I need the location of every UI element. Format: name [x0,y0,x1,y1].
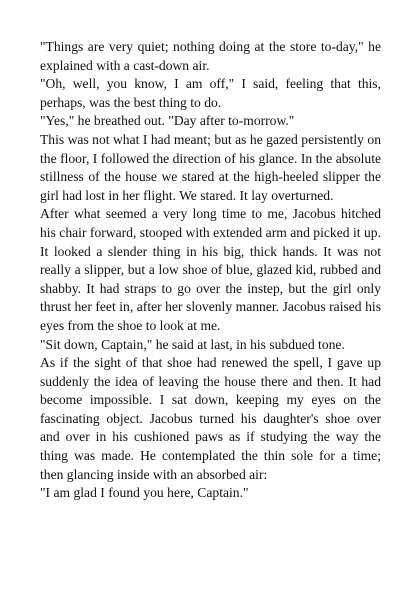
paragraph-1: "Things are very quiet; nothing doing at the store to-day," he explained with a cast-down air. [40,39,381,73]
paragraph-4: This was not what I had meant; but as he gazed persistently on the floor, I followed the direction of his glance. In the absolute stillness of the house we stared at the high-heeled slipper the girl had lost in her flight. We stared. It lay overturned. [40,131,381,203]
paragraph-7: As if the sight of that shoe had renewed the spell, I gave up suddenly the idea of leaving the house there and then. It had become impossible. I sat down, keeping my eyes on the fascinating object. Jacobus turned his daughter's shoe over and over in his cushioned paws as if studying the way the thing was made. He contemplated the thin sole for a time; then glancing inside with an absorbed air: [40,355,381,482]
paragraph-5: After what seemed a very long time to me, Jacobus hitched his chair forward, stooped with extended arm and picked it up. It looked a slender thing in his big, thick hands. It was not really a slipper, but a low shoe of blue, glazed kid, rubbed and shabby. It had straps to go over the instep, but the girl only thrust her feet in, after her slovenly manner. Jacobus raised his eyes from the shoe to look at me. [40,206,381,333]
body-text [40,38,381,503]
paragraph-6: "Sit down, Captain," he said at last, in his subdued tone. [40,336,345,352]
paragraph-3: "Yes," he breathed out. "Day after to-morrow." [40,113,295,129]
paragraph-8: "I am glad I found you here, Captain." [40,485,249,501]
paragraph-2: "Oh, well, you know, I am off," I said, feeling that this, perhaps, was the best thing to do. [40,76,381,110]
